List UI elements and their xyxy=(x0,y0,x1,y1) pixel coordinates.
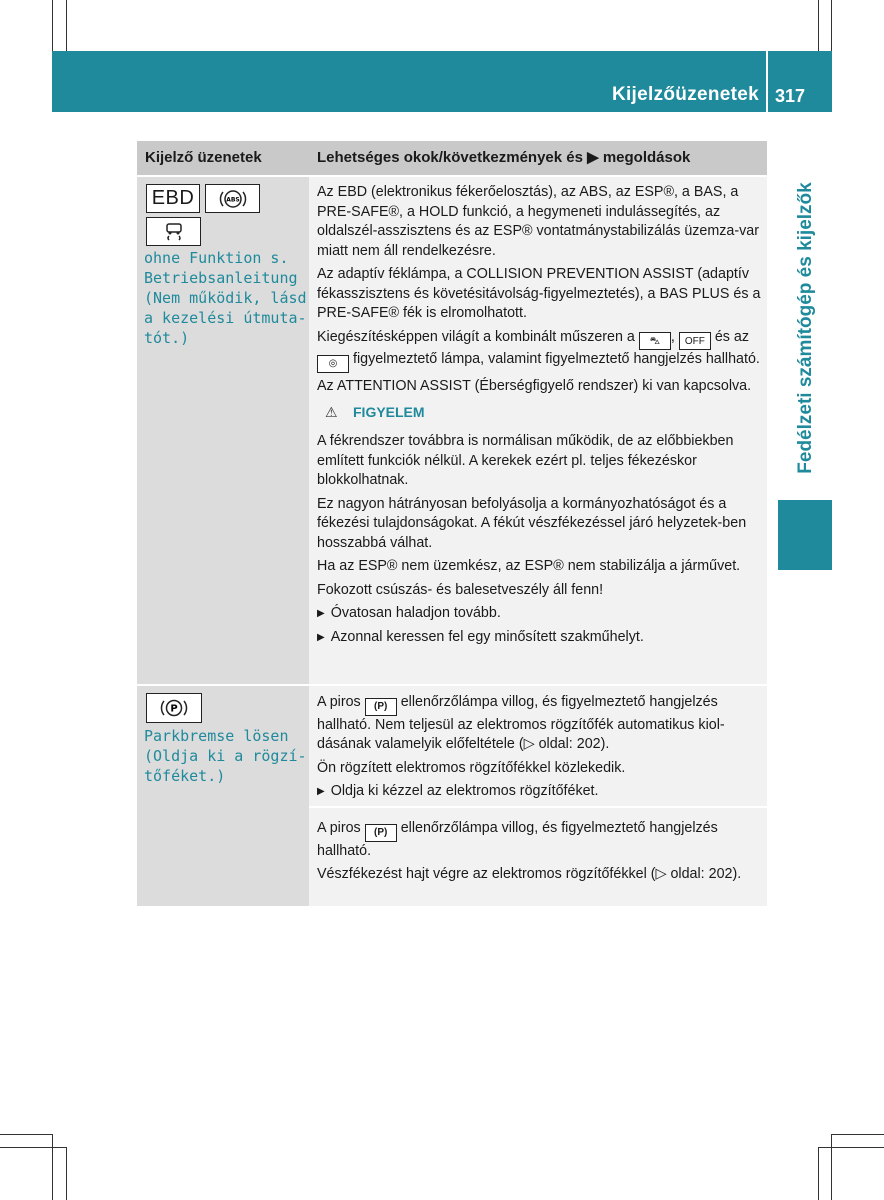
row1-message-cell xyxy=(137,177,309,684)
header-divider xyxy=(766,51,768,112)
parking-brake-icon xyxy=(146,693,202,723)
explanation-paragraph: Ön rögzített elektromos rögzítőfékkel közlekedik. xyxy=(317,759,626,776)
crop-mark xyxy=(66,1147,67,1200)
explanation-paragraph: Az EBD (elektronikus fékerőelosztás), az ABS, az ESP®, a BAS, a PRE-SAFE®, a HOLD funkció, a hegymeneti indulássegítés, az oldalszél-asszisztens és az ESP® vontatmánystabilizálás üzemza-var miatt nem áll rendelkezésre. xyxy=(317,184,760,259)
crop-mark xyxy=(831,0,832,52)
action-bullet: ▶ Azonnal keressen fel egy minősített szakműhelyt. xyxy=(317,628,761,648)
warning-paragraph: A fékrendszer továbbra is normálisan működik, de az előbbiekben említett funkciók nélkül. A kerekek ezért pl. teljes fékezéskor blokkolhatnak. xyxy=(317,433,734,488)
crop-mark xyxy=(0,1147,66,1148)
explanation-paragraph: Kiegészítésképpen világít a kombinált műszeren a ⛍ , OFF és az ◎ figyelmeztető lámpa, valamint figyelmeztető hangjelzés hallható. xyxy=(317,328,761,374)
svg-text:P: P xyxy=(170,703,178,715)
page-title: Kijelzőüzenetek xyxy=(611,84,759,105)
column-header-causes: Lehetséges okok/következmények és ▶ megoldások xyxy=(309,141,767,175)
crop-mark xyxy=(0,1134,52,1135)
page-number: 317 xyxy=(775,86,806,106)
explanation-paragraph: Vészfékezést hajt végre az elektromos rögzítőfékkel (▷ oldal: 202). xyxy=(317,866,742,883)
message-table xyxy=(137,141,767,906)
row1-explanation xyxy=(317,183,761,651)
svg-text:ABS: ABS xyxy=(225,196,240,203)
abs-inline-icon: ◎ xyxy=(317,355,349,373)
warning-heading: ⚠ FIGYELEM xyxy=(325,403,761,423)
explanation-paragraph: A piros (P) ellenőrzőlámpa villog, és figyelmeztető hangjelzés hallható. Nem teljesül az elektromos rögzítőfék automatikus kiol-dásának valamelyik előfeltétele (▷ oldal: 202). xyxy=(317,694,725,753)
crop-mark xyxy=(818,1147,819,1200)
column-header-messages: Kijelző üzenetek xyxy=(137,141,309,175)
warning-paragraph: Fokozott csúszás- és balesetveszély áll fenn! xyxy=(317,581,604,598)
parking-brake-inline-icon: (P) xyxy=(365,698,397,716)
row2-explanation-a xyxy=(317,693,761,806)
row2-display-message: Parkbremse lösen (Oldja ki a rögzí- tőféket.) xyxy=(144,727,307,785)
explanation-paragraph: Az ATTENTION ASSIST (Éberségfigyelő rendszer) ki van kapcsolva. xyxy=(317,378,752,394)
esp-off-inline-icon: OFF xyxy=(679,332,711,350)
crop-mark xyxy=(832,1134,884,1135)
warning-triangle-icon: ⚠ xyxy=(325,403,338,420)
crop-mark xyxy=(52,0,53,52)
action-bullet: ▶ Oldja ki kézzel az elektromos rögzítőféket. xyxy=(317,782,761,802)
side-chapter-tab xyxy=(778,500,832,570)
crop-mark xyxy=(66,0,67,52)
explanation-paragraph: Az adaptív féklámpa, a COLLISION PREVENTION ASSIST (adaptív fékasszisztens és követésitávolság-figyelmeztetés), a BAS PLUS és a PRE-SAFE® fék is elromolhatott. xyxy=(317,266,761,321)
explanation-paragraph: A piros (P) ellenőrzőlámpa villog, és figyelmeztető hangjelzés hallható. xyxy=(317,820,718,859)
crop-mark xyxy=(52,1134,53,1200)
crop-mark xyxy=(818,1147,884,1148)
row2-message-cell xyxy=(137,686,309,906)
skid-car-icon xyxy=(146,217,201,246)
action-bullet: ▶ Óvatosan haladjon tovább. xyxy=(317,604,761,624)
side-chapter-label: Fedélzeti számítógép és kijelzők xyxy=(795,182,816,474)
warning-paragraph: Ez nagyon hátrányosan befolyásolja a kormányozhatóságot és a fékezési tulajdonságokat. A fékút vészfékezéssel járó helyzetek-ben hosszabbá válhat. xyxy=(317,495,747,551)
abs-warning-icon xyxy=(205,184,260,213)
ebd-warning-icon: EBD xyxy=(146,184,200,213)
warning-paragraph: Ha az ESP® nem üzemkész, az ESP® nem stabilizálja a járművet. xyxy=(317,558,741,574)
skid-car-inline-icon: ⛍ xyxy=(639,332,671,350)
row1-display-message: ohne Funktion s. Betriebsanleitung (Nem működik, lásd a kezelési útmuta- tót.) xyxy=(144,249,307,347)
crop-mark xyxy=(818,0,819,52)
crop-mark xyxy=(831,1134,832,1200)
row2-explanation-b xyxy=(317,819,761,889)
parking-brake-inline-icon: (P) xyxy=(365,824,397,842)
